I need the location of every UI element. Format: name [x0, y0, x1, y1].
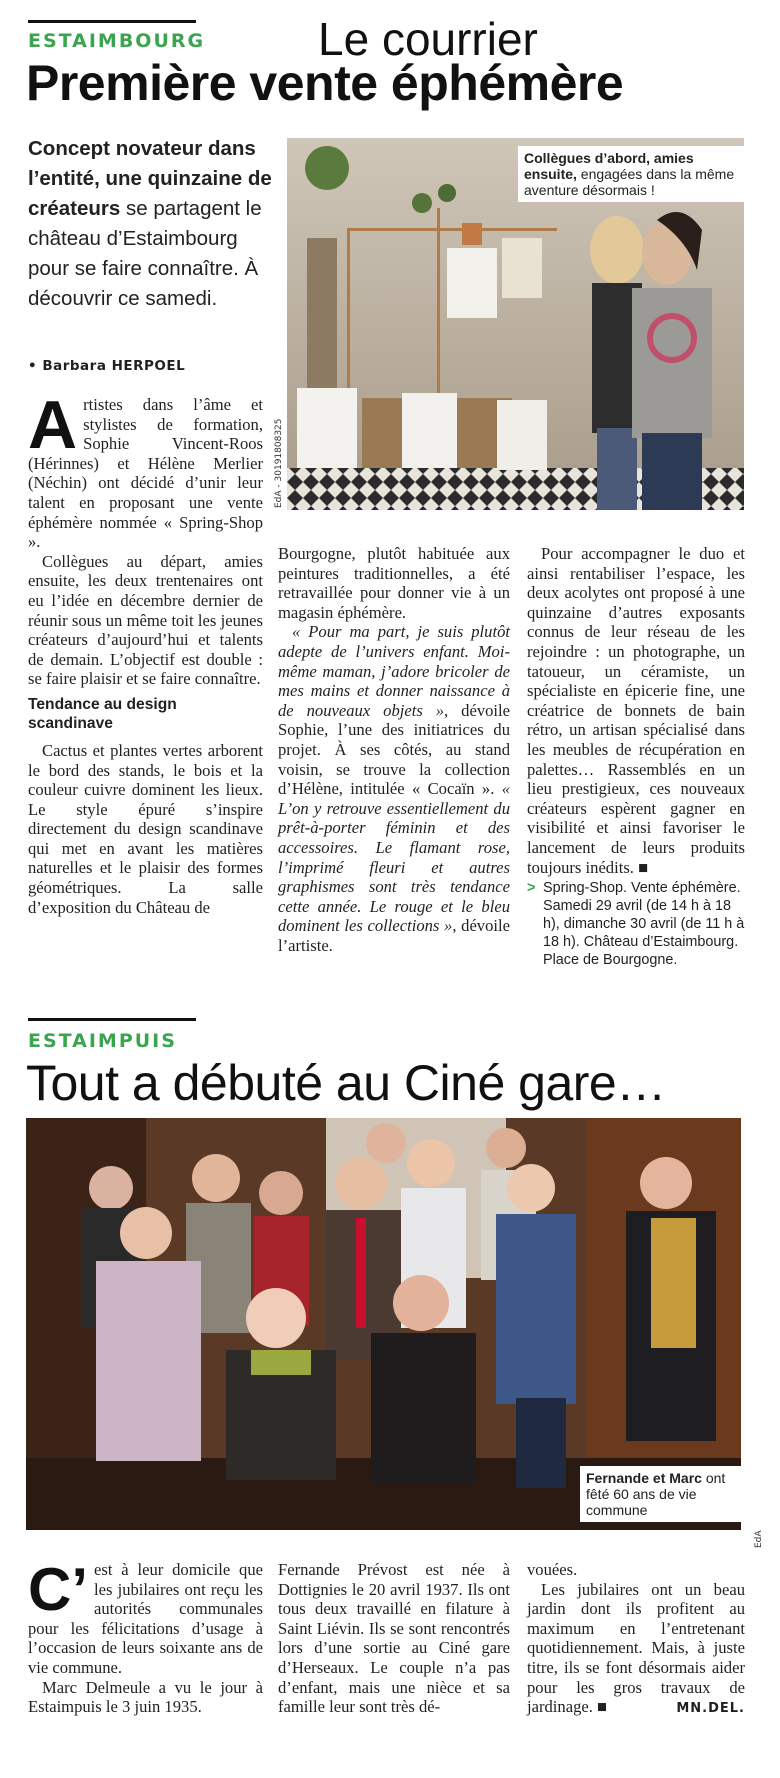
article1-col2-text-b: , dévoile Sophie, l’une des initiatrices du projet. À ses côtés, au stand voisin, se trouve la collection d’Hélène, intitulée « Cocaïn ». — [278, 700, 510, 799]
top-rule — [28, 20, 196, 23]
caption-photo1 — [518, 146, 750, 202]
article2-col2-para: Fernande Prévost est née à Dottignies le 20 avril 1937. Ils ont tous deux travaillé en filature à Saint Liévin. Ils se sont rencontrés lors d’une sortie au Ciné gare d’Herseaux. Le couple n’a pas d’enfant, mais une nièce et sa famille leur sont très dé- — [278, 1560, 510, 1717]
article2-para1-text: est à leur domicile que les jubilaires ont reçu les autorités communales pour les félicitations d’usage à l’occasion de leurs soixante ans de vie commune. — [28, 1560, 263, 1677]
info-arrow-icon: > — [527, 880, 536, 897]
lead-bold: Concept novateur dans l’entité, une quinzaine de créateurs — [28, 137, 272, 220]
overprint-title: Le courrier — [318, 13, 538, 65]
article1-col3-para1 — [527, 544, 745, 877]
quote-sophie: « Pour ma part, je suis plutôt adepte de l’univers enfant. Moi-même maman, j’adore bricoler de mes mains et donner naissance à de nouveaux objets » — [278, 622, 510, 720]
article1-col2-para2 — [278, 622, 510, 955]
article1-para1 — [28, 387, 263, 552]
kicker-estaimbourg: ESTAIMBOURG — [28, 30, 206, 52]
caption-photo2-bold: Fernande et Marc — [586, 1470, 702, 1486]
article2-col3-text: Les jubilaires ont un beau jardin dont ils profitent au maximum en l’entretenant quotidiennement. Mais, à juste titre, ils se font désormais aider pour les gros travaux de jardinage. — [527, 1579, 745, 1717]
caption-photo2 — [580, 1466, 742, 1522]
article2-column2 — [278, 1560, 510, 1717]
lead-rest: se partagent le château d’Estaimbourg pour se faire connaître. À découvrir ce samedi. — [28, 197, 262, 310]
article2-para1 — [28, 1556, 263, 1678]
article2-column3 — [527, 1560, 745, 1718]
caption-photo1-bold: Collègues d’abord, amies ensuite, — [524, 150, 694, 182]
article1-column3 — [527, 544, 745, 969]
subhead-tendance: Tendance au design scandinave — [28, 695, 177, 732]
endmark-article2: ■ — [597, 1697, 608, 1717]
caption-photo1-rest: engagées dans la même aventure désormais ! — [524, 166, 735, 198]
article1-para3: Cactus et plantes vertes arborent le bord des stands, le bois et la couleur cuivre dominent les lieux. Le style épuré s’inspire directement du design scandinave qui met en avant les matières naturelles et le plaisir des formes géométriques. La salle d’exposition du Château de — [28, 740, 263, 917]
event-info-text: Spring-Shop. Vente éphémère. Samedi 29 avril (de 14 h à 18 h), dimanche 30 avril (de 11 h à 18 h). Château d’Estaimbourg. Place de Bourgogne. — [543, 880, 745, 969]
article1-para2: Collègues au départ, amies ensuite, les deux trentenaires ont eu l’idée en décembre dernier de réunir sous un même toit les jeunes créateurs d’aujourd’hui et talents de demain. L’objectif est double : se faire plaisir et se faire connaître. — [28, 551, 263, 689]
headline-article1: Première vente éphémère — [26, 55, 624, 111]
dropcap-a: A — [28, 387, 78, 463]
article1-column2 — [278, 544, 510, 955]
endmark-article1: ■ — [638, 857, 649, 877]
headline-article2: Tout a débuté au Ciné gare… — [26, 1055, 666, 1111]
kicker-estaimpuis: ESTAIMPUIS — [28, 1030, 177, 1052]
photo2-credit: EdA — [754, 1530, 764, 1548]
section2-rule — [28, 1018, 196, 1021]
photo1-credit: EdA - 301918083​25 — [274, 418, 284, 508]
event-info — [527, 879, 745, 969]
article1-col2-text-d: , dévoile l’artiste. — [278, 916, 510, 955]
byline: • Barbara HERPOEL — [28, 358, 186, 374]
lead-paragraph — [28, 134, 278, 314]
article1-para1-text: rtistes dans l’âme et stylistes de formation, Sophie Vincent-Roos (Hérinnes) et Hélène Merlier (Néchin) ont décidé d’unir leur talent en proposant une vente éphémère nommée « Spring-Shop ». — [28, 395, 263, 552]
article2-col3-para2 — [527, 1580, 745, 1717]
article2-col3-para1: vouées. — [527, 1560, 578, 1579]
signature: MN.DEL. — [676, 1700, 745, 1716]
article1-column1 — [28, 387, 263, 917]
article2-para2: Marc Delmeule a vu le jour à Estaimpuis le 3 juin 1935. — [28, 1677, 263, 1717]
article2-column1 — [28, 1556, 263, 1717]
article1-col3-text: Pour accompagner le duo et ainsi rentabiliser l’espace, les deux acolytes ont proposé à une quinzaine d’autres exposants connus de leur réseau de les rejoindre : un photographe, un tatoueur, un céramiste, un spécialiste en épicerie fine, une créatrice de bonnets de bain rétro, un artisan spécialisé dans les meubles de récupération en palettes… Rassemblés en un lieu prestigieux, ces nouveaux créateurs espèrent gagner en visibilité et ainsi favoriser le lancement de leurs produits toujours inédits. — [527, 544, 745, 877]
dropcap-c: C’ — [28, 1556, 88, 1623]
article1-col2-para1: Bourgogne, plutôt habituée aux peintures traditionnelles, a été retravaillée pour donner vie à un magasin éphémère. — [278, 544, 510, 622]
caption-photo2-rest: ont fêté 60 ans de vie commune — [586, 1470, 726, 1518]
quote-helene: « L’on y retrouve essentiellement du prêt-à-porter féminin et des accessoires. Le flamant rose, l’imprimé fleuri et autres graphismes sont très tendance cette année. Le rouge et le bleu dominent les collections » — [278, 779, 510, 936]
